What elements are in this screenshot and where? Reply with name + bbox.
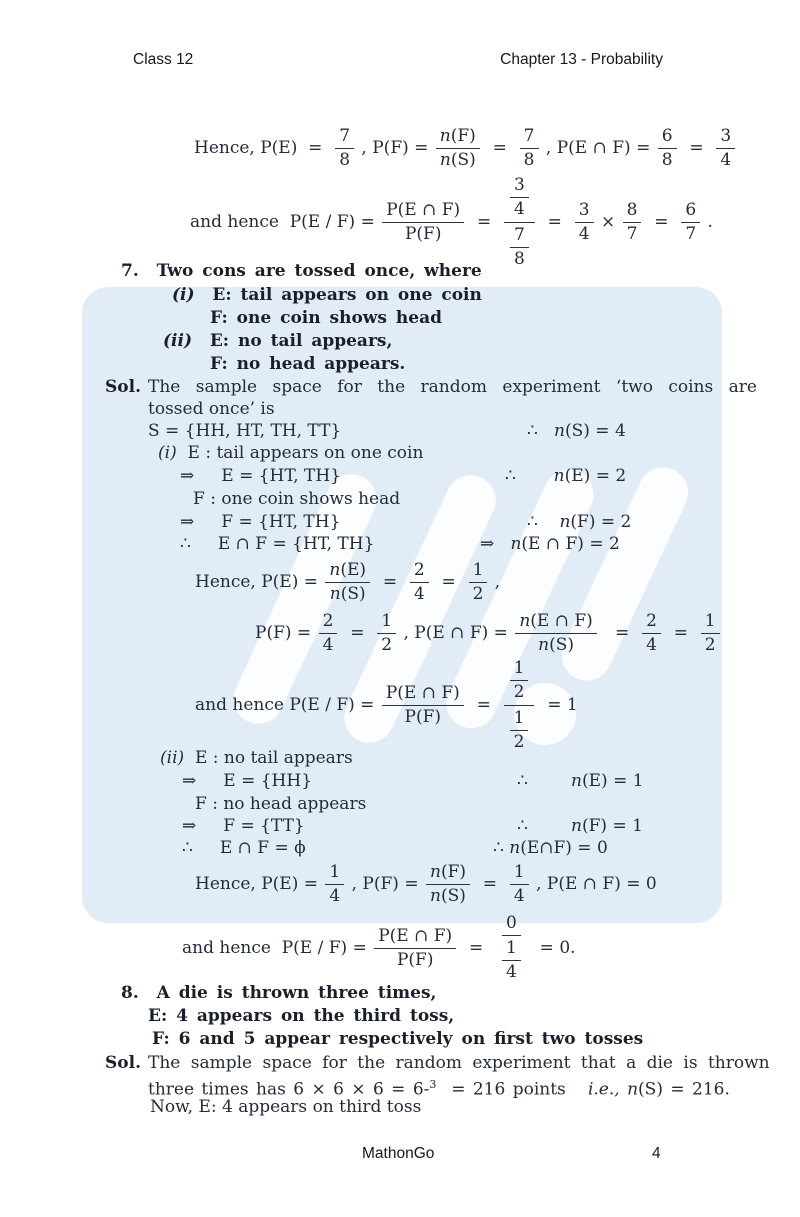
math-text: (E) = 1 — [582, 771, 644, 791]
denominator — [325, 885, 344, 907]
math-text: 0 — [506, 913, 517, 933]
denominator — [534, 634, 578, 656]
math-text: = — [465, 695, 502, 716]
solution-text-line: tossed once’ is — [148, 399, 275, 419]
fraction — [623, 200, 642, 245]
math-text: (E) — [340, 560, 367, 580]
math-text: 2 — [381, 635, 393, 656]
math-text: 7 — [626, 224, 638, 245]
equation-and-hence-pef — [190, 174, 713, 271]
question-7-part-ii — [163, 330, 392, 352]
header-chapter-label: Chapter 13 - Probability — [500, 51, 663, 68]
annotation-ne — [505, 465, 626, 487]
math-text: 4 — [578, 224, 590, 245]
fraction — [325, 560, 370, 605]
fraction — [335, 126, 354, 171]
math-text: E: no tail appears, — [192, 331, 393, 351]
numerator — [374, 926, 456, 949]
math-text: 2 — [704, 635, 716, 656]
denominator — [335, 149, 354, 171]
denominator — [326, 583, 370, 605]
numerator — [681, 200, 700, 223]
italic-text: n — [553, 466, 565, 486]
denominator — [510, 731, 529, 753]
math-text: = — [372, 572, 408, 593]
math-text: (S) — [340, 584, 366, 605]
italic-text: (i) — [158, 443, 177, 463]
numerator — [623, 200, 642, 223]
numerator — [377, 611, 396, 634]
equation-conditional-1 — [195, 657, 578, 754]
math-text: 1 — [506, 938, 517, 959]
question-7-part-ii-f: F: no head appears. — [210, 354, 406, 374]
math-text: 1 — [329, 862, 341, 882]
numerator — [520, 126, 539, 149]
math-text: , P(E ∩ F) = — [540, 138, 656, 159]
fraction — [510, 658, 529, 703]
denominator — [520, 149, 539, 171]
math-text: 7 — [685, 224, 697, 245]
annotation-nf-2 — [517, 815, 643, 837]
fraction — [658, 126, 677, 171]
math-text: E: tail appears on one coin — [194, 285, 482, 305]
math-text: (S) — [441, 886, 466, 907]
numerator — [510, 708, 529, 731]
math-text: 2 — [513, 732, 525, 753]
numerator — [410, 560, 429, 583]
math-text: 1 — [513, 658, 525, 678]
math-text: = — [662, 623, 699, 644]
math-text: = — [481, 138, 518, 159]
fraction — [502, 938, 521, 983]
math-text: 8 — [514, 249, 525, 270]
math-text: 6 — [661, 126, 673, 146]
italic-text: n — [429, 862, 441, 882]
math-text — [620, 1080, 627, 1100]
math-text: 4 — [720, 150, 732, 171]
math-text: = 1 — [536, 695, 578, 716]
fraction — [681, 200, 700, 245]
italic-text: n — [571, 816, 582, 836]
fraction — [701, 611, 720, 656]
denominator — [642, 634, 661, 656]
fraction — [510, 862, 529, 907]
fraction — [510, 708, 529, 753]
question-8-e: E: 4 appears on the third toss, — [148, 1006, 455, 1026]
math-text: (F) — [450, 126, 476, 146]
equation-pe — [195, 560, 500, 605]
math-text: E : tail appears on one coin — [176, 443, 424, 463]
math-text: and hence P(E / F) = — [195, 695, 380, 716]
numerator — [510, 225, 529, 248]
solution-text-line: The sample space for the random experiment ‘two coins are — [148, 377, 757, 397]
fraction — [510, 175, 529, 220]
question-7-part-i — [172, 284, 482, 306]
therefore-e-intersect-f: ∴ E ∩ F = {HT, TH} — [180, 534, 375, 554]
fraction — [374, 926, 456, 971]
numerator — [504, 174, 535, 223]
math-text: P(E ∩ F) — [386, 200, 461, 221]
math-text: P(E ∩ F) — [385, 683, 460, 704]
f-definition-line-2: F : no head appears — [195, 794, 367, 814]
denominator — [658, 149, 677, 171]
numerator — [515, 611, 596, 634]
fraction — [642, 611, 661, 656]
italic-text: n — [509, 838, 521, 858]
math-text: E : no tail appears — [184, 748, 353, 768]
fraction — [504, 657, 535, 754]
math-text: (F) = 1 — [582, 816, 643, 836]
numerator — [510, 862, 529, 885]
denominator — [510, 681, 529, 703]
denominator — [510, 198, 529, 220]
math-text: Hence, P(E) = — [194, 138, 334, 159]
denominator — [496, 936, 527, 984]
numerator — [335, 126, 354, 149]
denominator — [504, 223, 535, 271]
math-text: 1 — [381, 611, 393, 631]
denominator — [319, 634, 338, 656]
math-text: ∴ — [517, 816, 572, 836]
math-text: = — [536, 212, 573, 233]
numerator — [502, 913, 521, 936]
math-text: 8 — [339, 150, 351, 171]
fraction — [496, 913, 527, 984]
math-text: = — [430, 572, 467, 593]
numerator — [716, 126, 735, 149]
numerator — [382, 200, 464, 223]
denominator — [510, 248, 529, 270]
fraction — [325, 862, 344, 907]
math-text: 1 — [472, 560, 484, 580]
italic-text: (ii) — [160, 748, 185, 768]
math-text: (F) — [440, 862, 466, 882]
fraction — [377, 611, 396, 656]
italic-text: (i) — [172, 285, 195, 305]
denominator — [426, 885, 470, 907]
denominator — [716, 149, 735, 171]
math-text: (E∩F) = 0 — [520, 838, 608, 858]
italic-text: n — [559, 512, 571, 532]
math-text: 1 — [704, 611, 716, 631]
denominator — [510, 885, 529, 907]
math-text: , P(E ∩ F) = — [398, 623, 514, 644]
italic-text: n — [510, 534, 522, 554]
math-text: , — [489, 572, 501, 593]
math-text: 3 — [720, 126, 732, 146]
math-text: (S) — [450, 150, 476, 171]
math-text: 4 — [322, 635, 334, 656]
denominator — [436, 149, 480, 171]
implies-f-set: ⇒ F = {HT, TH} — [180, 512, 341, 532]
equation-hence-pe-pf — [194, 126, 737, 171]
fraction — [716, 126, 735, 171]
math-text: , P(F) = — [356, 138, 434, 159]
math-text: P(F) — [404, 224, 442, 245]
annotation-nef — [480, 533, 620, 555]
math-text: 2 — [646, 611, 657, 631]
solution-text-line: Now, E: 4 appears on third toss — [150, 1097, 422, 1117]
solution-part-ii-line — [160, 747, 353, 769]
denominator — [393, 949, 438, 971]
footer-brand: MathonGo — [362, 1145, 435, 1162]
math-text: ∴ — [493, 838, 510, 858]
denominator — [410, 583, 429, 605]
fraction — [504, 174, 535, 271]
math-text: 4 — [506, 962, 517, 983]
numerator — [658, 126, 677, 149]
math-text: 8 — [523, 150, 535, 171]
math-text: Hence, P(E) = — [195, 874, 324, 895]
math-text: 2 — [413, 560, 425, 580]
fraction — [520, 126, 539, 171]
implies-e-set-2: ⇒ E = {HH} — [182, 771, 313, 791]
math-text: Hence, P(E) = — [195, 572, 324, 593]
math-text: 8 — [661, 150, 673, 171]
math-text: 7 — [514, 225, 525, 246]
math-text: three times has 6 × 6 × 6 = 6- — [148, 1079, 430, 1100]
math-text: , P(F) = — [346, 874, 424, 895]
math-text: 4 — [413, 584, 425, 605]
annotation-ns — [527, 420, 626, 442]
math-text: = — [472, 874, 508, 895]
italic-text: n — [329, 584, 341, 605]
italic-text: n — [571, 771, 582, 791]
fraction — [575, 200, 594, 245]
denominator — [502, 961, 521, 983]
numerator — [325, 862, 344, 885]
math-text: 4 — [514, 199, 525, 220]
denominator — [401, 223, 446, 245]
numerator — [319, 611, 338, 634]
numerator — [426, 862, 470, 885]
fraction — [382, 683, 464, 728]
solution-text-line: The sample space for the random experiment that a die is thrown — [148, 1053, 770, 1073]
math-text: ∴ — [527, 421, 555, 441]
math-text: 3 — [578, 200, 590, 221]
italic-text: n — [439, 150, 451, 171]
math-text: ∴ — [517, 771, 572, 791]
math-text: 6 — [685, 200, 697, 221]
numerator — [510, 175, 529, 198]
math-text: 7 — [339, 126, 351, 146]
math-text: (S) = 4 — [564, 421, 626, 441]
implies-e-set: ⇒ E = {HT, TH} — [180, 466, 341, 486]
math-text: 8 — [626, 200, 638, 221]
footer-page-number: 4 — [652, 1145, 661, 1162]
math-text: 2 — [322, 611, 334, 631]
math-text: = — [678, 138, 715, 159]
math-text: (F) = 2 — [570, 512, 632, 532]
math-text: 4 — [513, 886, 525, 907]
math-text: × — [595, 212, 621, 233]
math-text: , P(E ∩ F) = 0 — [530, 874, 657, 895]
therefore-e-intersect-f-empty: ∴ E ∩ F = ϕ — [182, 838, 306, 858]
math-text: 2 — [513, 682, 525, 703]
annotation-ne-2 — [517, 770, 644, 792]
numerator — [701, 611, 720, 634]
solution-label: Sol. — [105, 377, 141, 397]
fraction — [436, 126, 480, 171]
math-text: = — [339, 623, 376, 644]
implies-f-set-2: ⇒ F = {TT} — [182, 816, 305, 836]
math-text: P(E ∩ F) — [378, 926, 453, 947]
italic-text: n — [554, 421, 565, 441]
numerator — [325, 560, 370, 583]
math-text: 3 — [514, 175, 525, 195]
numerator — [469, 560, 488, 583]
numerator — [642, 611, 661, 634]
numerator — [504, 657, 535, 706]
f-definition-line: F : one coin shows head — [193, 489, 401, 509]
math-text: P(F) — [396, 950, 434, 971]
solution-label: Sol. — [105, 1053, 141, 1073]
question-8-heading: 8. A die is thrown three times, — [121, 983, 437, 1003]
annotation-nf — [527, 511, 631, 533]
denominator — [504, 706, 535, 754]
math-text: = 216 points — [436, 1079, 588, 1100]
denominator — [681, 223, 700, 245]
superscript: 3 — [429, 1078, 437, 1091]
equation-conditional-2 — [182, 913, 576, 984]
math-text: 4 — [329, 886, 341, 907]
denominator — [575, 223, 594, 245]
math-text: . — [702, 212, 713, 233]
numerator — [510, 658, 529, 681]
math-text: (E) = 2 — [564, 466, 627, 486]
fraction — [410, 560, 429, 605]
solution-part-i-line — [158, 442, 423, 464]
math-text: and hence P(E / F) = — [190, 212, 381, 233]
denominator — [377, 634, 396, 656]
numerator — [382, 683, 464, 706]
denominator — [469, 583, 488, 605]
math-text: 4 — [646, 635, 657, 656]
math-text: ∴ — [527, 512, 560, 532]
math-text: and hence P(E / F) = — [182, 938, 373, 959]
italic-text: (ii) — [163, 331, 193, 351]
math-text: = — [643, 212, 680, 233]
italic-text: n — [519, 611, 531, 631]
math-text: 2 — [472, 584, 484, 605]
fraction — [515, 611, 596, 656]
math-text: = — [598, 623, 641, 644]
math-text: = — [458, 938, 495, 959]
numerator — [436, 126, 480, 149]
fraction — [382, 200, 464, 245]
numerator — [502, 938, 521, 961]
math-text: 7 — [523, 126, 535, 146]
math-text: ∴ — [505, 466, 554, 486]
italic-text: n — [329, 560, 341, 580]
italic-text: n — [430, 886, 441, 907]
math-text: (S) = 216. — [638, 1079, 730, 1100]
annotation-nef-2 — [493, 837, 608, 859]
math-text: P(F) = — [255, 623, 317, 644]
italic-text: i.e., — [587, 1079, 620, 1100]
denominator — [623, 223, 642, 245]
math-text: 1 — [513, 708, 525, 729]
question-8-f: F: 6 and 5 appear respectively on first two tosses — [152, 1029, 644, 1049]
fraction — [469, 560, 488, 605]
question-7-part-i-f: F: one coin shows head — [210, 308, 442, 328]
numerator — [575, 200, 594, 223]
italic-text: n — [538, 635, 550, 656]
italic-text: n — [627, 1079, 639, 1100]
sample-space-set: S = {HH, HT, TH, TT} — [148, 421, 342, 441]
header-class-label: Class 12 — [133, 51, 194, 68]
denominator — [701, 634, 720, 656]
denominator — [401, 706, 446, 728]
math-text: ⇒ — [480, 534, 511, 554]
math-text: = — [466, 212, 503, 233]
fraction — [510, 225, 529, 270]
math-text: (E ∩ F) — [530, 611, 593, 631]
equation-pf-pef — [255, 611, 722, 656]
math-text: (S) — [549, 635, 574, 656]
italic-text: n — [439, 126, 451, 146]
fraction — [319, 611, 338, 656]
math-text: 1 — [513, 862, 525, 882]
math-text: (E ∩ F) = 2 — [521, 534, 620, 554]
question-7-heading: 7. Two cons are tossed once, where — [121, 261, 482, 281]
fraction — [426, 862, 470, 907]
math-text: = 0. — [528, 938, 576, 959]
math-text: P(F) — [404, 707, 442, 728]
equation-pe-2 — [195, 862, 657, 907]
